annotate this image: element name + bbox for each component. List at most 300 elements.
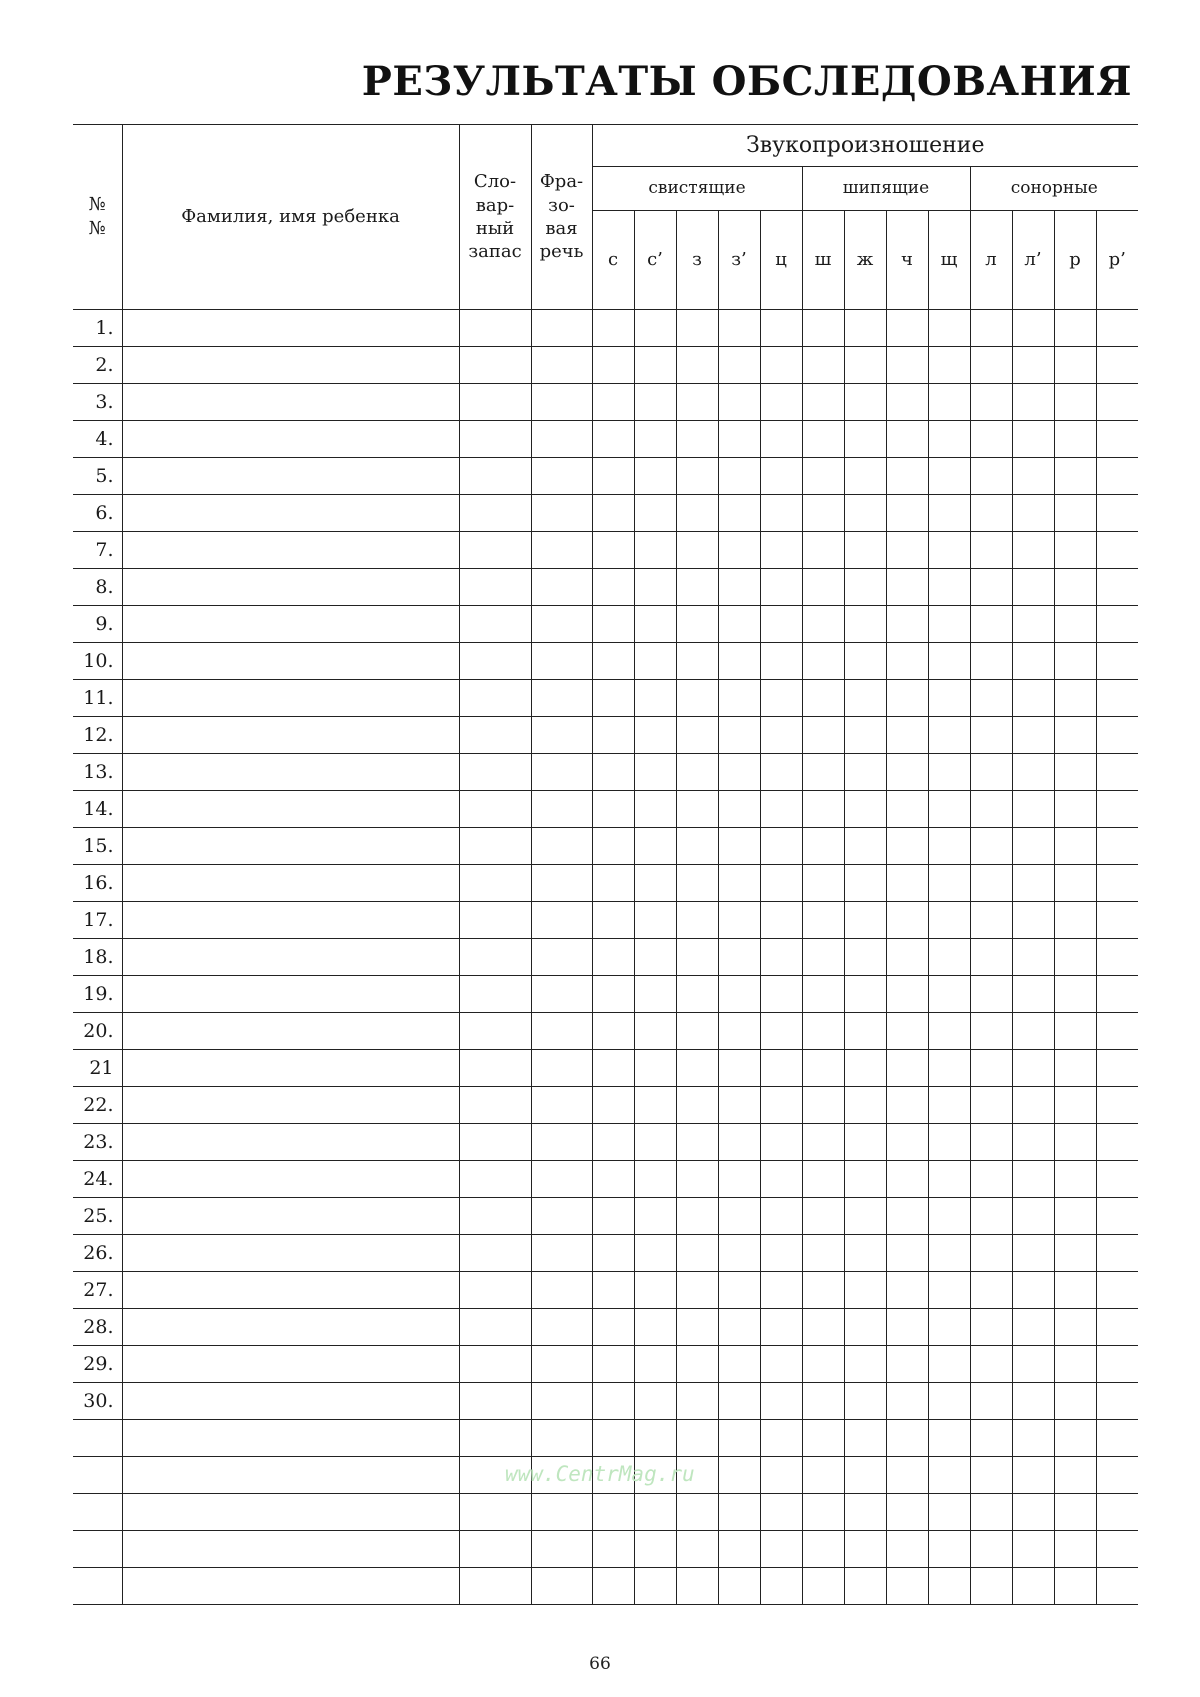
sound-cell <box>886 1346 928 1383</box>
sound-cell <box>592 643 634 680</box>
sound-cell <box>760 495 802 532</box>
sound-cell <box>1012 1568 1054 1605</box>
sound-cell <box>802 1457 844 1494</box>
sound-cell <box>634 569 676 606</box>
sound-cell <box>1096 1346 1138 1383</box>
sound-cell <box>592 939 634 976</box>
sound-cell <box>718 606 760 643</box>
sound-cell <box>928 1568 970 1605</box>
vocabulary-cell <box>459 791 531 828</box>
sound-cell <box>802 1568 844 1605</box>
sound-cell <box>760 791 802 828</box>
sound-cell <box>634 384 676 421</box>
sound-cell <box>676 421 718 458</box>
child-name-cell <box>122 1420 459 1457</box>
sound-cell <box>676 1494 718 1531</box>
sound-cell <box>760 1124 802 1161</box>
sound-cell <box>928 1198 970 1235</box>
sound-cell <box>718 939 760 976</box>
sound-cell <box>1054 1013 1096 1050</box>
sound-cell <box>970 1272 1012 1309</box>
sound-cell <box>886 569 928 606</box>
sound-cell <box>970 828 1012 865</box>
sound-cell <box>844 1309 886 1346</box>
vocabulary-cell <box>459 717 531 754</box>
sound-cell <box>718 865 760 902</box>
sound-cell <box>886 902 928 939</box>
sound-cell <box>760 976 802 1013</box>
sound-cell <box>718 643 760 680</box>
sound-cell <box>592 1568 634 1605</box>
phrasal-speech-cell <box>531 1198 592 1235</box>
child-name-cell <box>122 1050 459 1087</box>
sound-cell <box>886 532 928 569</box>
sound-cell <box>970 458 1012 495</box>
sound-cell <box>592 1420 634 1457</box>
sound-cell <box>1096 347 1138 384</box>
phrasal-speech-cell <box>531 532 592 569</box>
sound-cell <box>760 1457 802 1494</box>
child-name-cell <box>122 1568 459 1605</box>
sound-cell <box>1012 1087 1054 1124</box>
sound-cell <box>676 976 718 1013</box>
sound-cell <box>760 717 802 754</box>
sound-cell <box>970 1309 1012 1346</box>
child-name-cell <box>122 1198 459 1235</box>
row-number <box>73 1568 122 1605</box>
sound-cell <box>592 384 634 421</box>
sound-cell <box>886 643 928 680</box>
vocabulary-cell <box>459 1013 531 1050</box>
row-number: 18. <box>73 939 122 976</box>
table-row <box>73 1198 1138 1235</box>
sound-cell <box>928 1531 970 1568</box>
sound-cell <box>1096 310 1138 347</box>
sound-cell <box>592 902 634 939</box>
sound-cell <box>1054 902 1096 939</box>
sound-cell <box>718 569 760 606</box>
table-row <box>73 1050 1138 1087</box>
sound-cell <box>718 1420 760 1457</box>
sound-cell <box>886 347 928 384</box>
whistling-group-header: свистящие <box>592 167 802 211</box>
row-number: 9. <box>73 606 122 643</box>
table-row <box>73 1346 1138 1383</box>
sound-cell <box>970 1013 1012 1050</box>
sound-cell <box>592 1124 634 1161</box>
sound-cell <box>718 1568 760 1605</box>
sound-cell <box>676 1050 718 1087</box>
sound-cell <box>592 1383 634 1420</box>
sound-cell <box>970 680 1012 717</box>
table-row <box>73 680 1138 717</box>
child-name-cell <box>122 680 459 717</box>
sound-cell <box>760 1050 802 1087</box>
sound-cell <box>928 1013 970 1050</box>
sound-cell <box>802 458 844 495</box>
sound-cell <box>802 1272 844 1309</box>
vocabulary-cell <box>459 1198 531 1235</box>
phrasal-speech-cell <box>531 865 592 902</box>
sound-column-header: ч <box>886 211 928 310</box>
sound-cell <box>844 1087 886 1124</box>
child-name-cell <box>122 1087 459 1124</box>
vocabulary-cell <box>459 384 531 421</box>
sound-cell <box>886 458 928 495</box>
child-name-cell <box>122 569 459 606</box>
sound-cell <box>1012 1124 1054 1161</box>
sound-cell <box>1012 458 1054 495</box>
sound-cell <box>592 1235 634 1272</box>
sound-cell <box>760 384 802 421</box>
sound-cell <box>1012 717 1054 754</box>
sound-cell <box>634 1124 676 1161</box>
sound-cell <box>844 791 886 828</box>
sound-cell <box>928 680 970 717</box>
sound-cell <box>886 495 928 532</box>
sound-cell <box>886 421 928 458</box>
sound-cell <box>928 1346 970 1383</box>
sound-cell <box>970 1457 1012 1494</box>
sound-cell <box>634 828 676 865</box>
child-name-cell <box>122 458 459 495</box>
sound-column-header: л’ <box>1012 211 1054 310</box>
sound-cell <box>1012 902 1054 939</box>
sound-cell <box>970 1383 1012 1420</box>
sound-cell <box>802 1346 844 1383</box>
sound-cell <box>844 754 886 791</box>
sound-cell <box>1012 643 1054 680</box>
sound-cell <box>634 1161 676 1198</box>
row-number: 1. <box>73 310 122 347</box>
sound-cell <box>1054 606 1096 643</box>
sound-column-header: ж <box>844 211 886 310</box>
sound-cell <box>844 347 886 384</box>
sound-cell <box>928 1494 970 1531</box>
sound-cell <box>592 310 634 347</box>
child-name-cell <box>122 1013 459 1050</box>
sound-cell <box>760 643 802 680</box>
sound-cell <box>970 754 1012 791</box>
sound-cell <box>676 939 718 976</box>
sound-cell <box>802 1050 844 1087</box>
sound-cell <box>928 976 970 1013</box>
sound-cell <box>886 1457 928 1494</box>
sound-cell <box>1096 1235 1138 1272</box>
sound-cell <box>844 976 886 1013</box>
sound-cell <box>676 1531 718 1568</box>
survey-results-table <box>73 124 1138 1605</box>
sound-cell <box>928 828 970 865</box>
sound-cell <box>1054 384 1096 421</box>
table-row <box>73 1124 1138 1161</box>
sound-cell <box>1096 902 1138 939</box>
sound-cell <box>1096 532 1138 569</box>
child-name-cell <box>122 1531 459 1568</box>
sound-cell <box>802 532 844 569</box>
sound-cell <box>802 569 844 606</box>
sound-cell <box>886 1124 928 1161</box>
sound-cell <box>886 1531 928 1568</box>
sound-cell <box>718 1235 760 1272</box>
sound-cell <box>1054 1531 1096 1568</box>
row-number: 13. <box>73 754 122 791</box>
sound-cell <box>1054 865 1096 902</box>
vocabulary-cell <box>459 1124 531 1161</box>
sound-cell <box>1096 1087 1138 1124</box>
sound-cell <box>1096 495 1138 532</box>
phrasal-speech-cell <box>531 976 592 1013</box>
sound-cell <box>718 976 760 1013</box>
sound-cell <box>634 532 676 569</box>
sound-cell <box>718 828 760 865</box>
sound-cell <box>634 1013 676 1050</box>
sound-cell <box>676 458 718 495</box>
table-row <box>73 310 1138 347</box>
sound-cell <box>634 1087 676 1124</box>
sound-cell <box>1096 1013 1138 1050</box>
sound-cell <box>1012 310 1054 347</box>
vocabulary-cell <box>459 1272 531 1309</box>
sound-cell <box>760 828 802 865</box>
sound-cell <box>634 1494 676 1531</box>
row-number: 22. <box>73 1087 122 1124</box>
sound-cell <box>718 1050 760 1087</box>
sound-cell <box>886 1013 928 1050</box>
sound-cell <box>1096 1383 1138 1420</box>
table-row <box>73 1531 1138 1568</box>
vocabulary-cell <box>459 1161 531 1198</box>
phrasal-speech-cell <box>531 421 592 458</box>
child-name-cell <box>122 754 459 791</box>
phrasal-speech-cell <box>531 754 592 791</box>
sound-cell <box>1054 1087 1096 1124</box>
sound-cell <box>928 384 970 421</box>
row-number <box>73 1457 122 1494</box>
sound-cell <box>1054 1420 1096 1457</box>
sound-cell <box>886 717 928 754</box>
vocabulary-column-header: Сло- вар- ный запас <box>459 125 531 310</box>
sound-cell <box>760 939 802 976</box>
sound-cell <box>970 606 1012 643</box>
sound-cell <box>1012 791 1054 828</box>
table-row <box>73 458 1138 495</box>
sound-cell <box>634 1420 676 1457</box>
sound-cell <box>886 1309 928 1346</box>
sound-cell <box>928 1383 970 1420</box>
sound-cell <box>1012 680 1054 717</box>
phrasal-speech-column-header: Фра- зо- вая речь <box>531 125 592 310</box>
sound-cell <box>802 384 844 421</box>
sound-cell <box>802 1124 844 1161</box>
row-number: 5. <box>73 458 122 495</box>
sound-cell <box>634 421 676 458</box>
sound-cell <box>844 643 886 680</box>
sound-cell <box>1012 384 1054 421</box>
sound-cell <box>970 1531 1012 1568</box>
sound-cell <box>970 717 1012 754</box>
phrasal-speech-cell <box>531 1494 592 1531</box>
sound-cell <box>760 1531 802 1568</box>
row-number <box>73 1494 122 1531</box>
sound-cell <box>844 1050 886 1087</box>
sound-cell <box>592 532 634 569</box>
sound-cell <box>760 1309 802 1346</box>
sound-column-header: р <box>1054 211 1096 310</box>
sound-cell <box>676 1383 718 1420</box>
sound-cell <box>844 310 886 347</box>
sound-cell <box>970 569 1012 606</box>
row-number: 25. <box>73 1198 122 1235</box>
sound-cell <box>760 1494 802 1531</box>
phrasal-speech-cell <box>531 791 592 828</box>
sound-cell <box>1012 1494 1054 1531</box>
sound-cell <box>886 791 928 828</box>
sound-cell <box>928 1420 970 1457</box>
sound-cell <box>928 1457 970 1494</box>
row-number: 20. <box>73 1013 122 1050</box>
sound-column-header: з’ <box>718 211 760 310</box>
sound-cell <box>592 1494 634 1531</box>
phrasal-speech-cell <box>531 458 592 495</box>
sound-cell <box>760 1346 802 1383</box>
table-row <box>73 1383 1138 1420</box>
sound-cell <box>592 717 634 754</box>
sound-cell <box>970 1420 1012 1457</box>
sound-cell <box>634 717 676 754</box>
sound-cell <box>1054 1050 1096 1087</box>
sound-cell <box>760 1383 802 1420</box>
vocabulary-cell <box>459 865 531 902</box>
phrasal-speech-cell <box>531 1309 592 1346</box>
sound-cell <box>592 421 634 458</box>
sound-cell <box>592 569 634 606</box>
sound-cell <box>1054 976 1096 1013</box>
phrasal-speech-cell <box>531 1383 592 1420</box>
child-name-column-header: Фамилия, имя ребенка <box>122 125 459 310</box>
sound-cell <box>802 1309 844 1346</box>
sound-cell <box>1054 1346 1096 1383</box>
table-row <box>73 828 1138 865</box>
sound-cell <box>1096 1568 1138 1605</box>
sound-cell <box>1012 1383 1054 1420</box>
child-name-cell <box>122 384 459 421</box>
sound-cell <box>886 1420 928 1457</box>
table-row <box>73 717 1138 754</box>
child-name-cell <box>122 865 459 902</box>
sound-cell <box>802 939 844 976</box>
sound-cell <box>802 865 844 902</box>
vocabulary-cell <box>459 495 531 532</box>
sound-cell <box>676 1272 718 1309</box>
sound-cell <box>718 680 760 717</box>
table-row <box>73 569 1138 606</box>
sound-cell <box>592 1050 634 1087</box>
child-name-cell <box>122 310 459 347</box>
sound-cell <box>634 1568 676 1605</box>
table-row <box>73 1013 1138 1050</box>
sound-cell <box>1096 1309 1138 1346</box>
sound-cell <box>592 347 634 384</box>
sound-cell <box>592 1346 634 1383</box>
sound-cell <box>592 458 634 495</box>
sound-cell <box>970 976 1012 1013</box>
sound-cell <box>1054 569 1096 606</box>
sound-cell <box>676 754 718 791</box>
phrasal-speech-cell <box>531 1013 592 1050</box>
sound-cell <box>802 976 844 1013</box>
sound-cell <box>802 1235 844 1272</box>
sound-cell <box>1054 1161 1096 1198</box>
table-row <box>73 1272 1138 1309</box>
sound-cell <box>718 1531 760 1568</box>
sound-cell <box>928 532 970 569</box>
sound-cell <box>718 1346 760 1383</box>
page-number: 66 <box>589 1654 611 1674</box>
sound-cell <box>844 384 886 421</box>
sound-cell <box>970 1494 1012 1531</box>
vocabulary-cell <box>459 458 531 495</box>
child-name-cell <box>122 1272 459 1309</box>
table-row <box>73 976 1138 1013</box>
sound-cell <box>1054 1124 1096 1161</box>
sound-cell <box>676 1309 718 1346</box>
sound-cell <box>1012 1457 1054 1494</box>
page-title: РЕЗУЛЬТАТЫ ОБСЛЕДОВАНИЯ <box>361 58 1132 105</box>
sound-cell <box>844 1013 886 1050</box>
table-row <box>73 791 1138 828</box>
sound-cell <box>886 1087 928 1124</box>
child-name-cell <box>122 1309 459 1346</box>
sound-cell <box>970 643 1012 680</box>
phrasal-speech-cell <box>531 310 592 347</box>
sound-cell <box>634 1531 676 1568</box>
sound-cell <box>886 1050 928 1087</box>
sound-cell <box>718 1457 760 1494</box>
sound-cell <box>1012 1531 1054 1568</box>
child-name-cell <box>122 791 459 828</box>
row-number: 7. <box>73 532 122 569</box>
sound-cell <box>592 1272 634 1309</box>
row-number: 16. <box>73 865 122 902</box>
row-number: 6. <box>73 495 122 532</box>
sound-cell <box>760 1568 802 1605</box>
sound-cell <box>760 865 802 902</box>
sound-cell <box>844 828 886 865</box>
row-number: 15. <box>73 828 122 865</box>
vocabulary-cell <box>459 1235 531 1272</box>
sound-cell <box>676 569 718 606</box>
sound-cell <box>1054 1383 1096 1420</box>
sound-cell <box>844 1124 886 1161</box>
row-number: 2. <box>73 347 122 384</box>
sound-cell <box>970 310 1012 347</box>
sound-cell <box>634 1309 676 1346</box>
phrasal-speech-cell <box>531 828 592 865</box>
sound-cell <box>760 680 802 717</box>
sound-column-header: р’ <box>1096 211 1138 310</box>
sound-cell <box>592 1087 634 1124</box>
sound-cell <box>928 569 970 606</box>
vocabulary-cell <box>459 902 531 939</box>
sound-cell <box>844 606 886 643</box>
child-name-cell <box>122 717 459 754</box>
row-number <box>73 1531 122 1568</box>
sound-cell <box>886 680 928 717</box>
sound-cell <box>1012 347 1054 384</box>
sound-cell <box>1096 865 1138 902</box>
sound-cell <box>1096 1420 1138 1457</box>
